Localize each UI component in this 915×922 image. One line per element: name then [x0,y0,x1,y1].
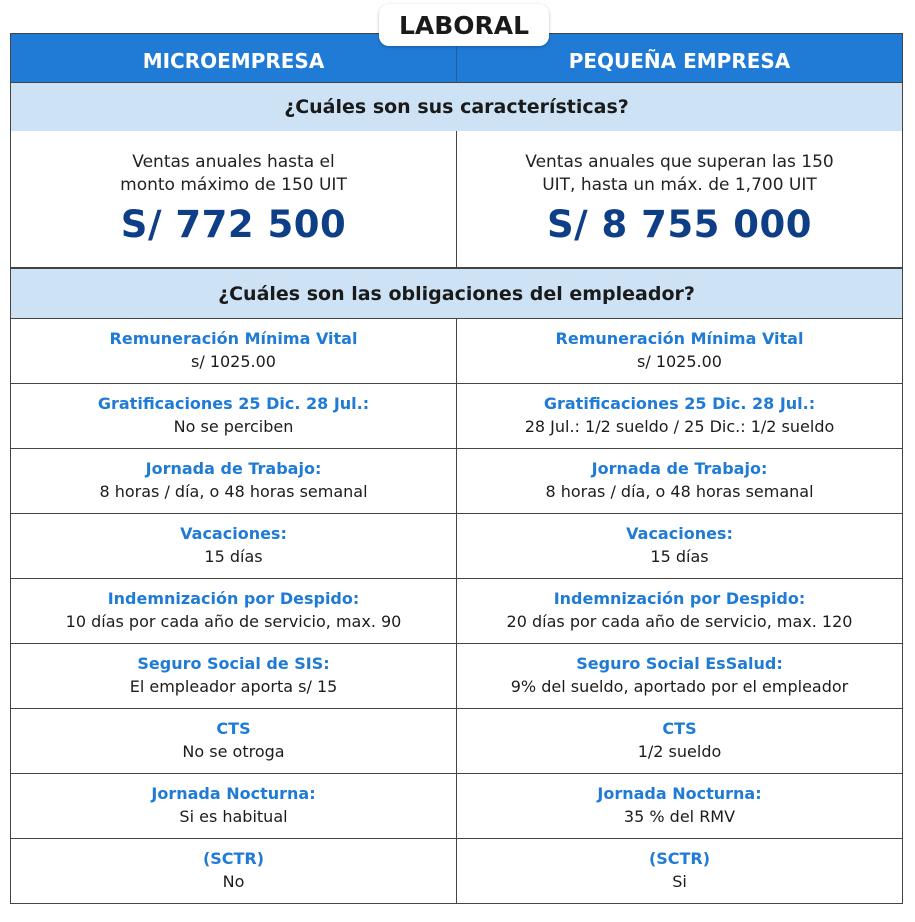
obligation-cell-micro [11,644,456,708]
obligation-value: 15 días [204,547,263,566]
obligation-cell-pequena [456,319,902,383]
obligations-heading: ¿Cuáles son las obligaciones del empleador? [10,268,903,318]
obligation-cell-micro [11,319,456,383]
obligation-cell-pequena [456,839,902,903]
obligation-value: El empleador aporta s/ 15 [129,677,338,696]
table-row [11,773,902,838]
obligation-label: (SCTR) [648,849,711,868]
obligation-value: No se perciben [173,417,294,436]
obligation-value: 35 % del RMV [623,807,736,826]
characteristics-micro [11,131,456,267]
obligation-cell-micro [11,449,456,513]
obligation-value: 8 horas / día, o 48 horas semanal [99,482,368,501]
table-row [11,448,902,513]
micro-sales-line-1: Ventas anuales hasta el [132,152,335,172]
obligation-value: 9% del sueldo, aportado por el empleador [510,677,849,696]
obligation-cell-pequena [456,709,902,773]
obligation-label: Remuneración Mínima Vital [109,329,358,348]
obligation-cell-pequena [456,774,902,838]
obligation-value: No se otroga [182,742,285,761]
obligation-label: CTS [662,719,697,738]
obligation-label: Indemnización por Despido: [553,589,806,608]
table-row [11,578,902,643]
pequena-sales-amount: S/ 8 755 000 [546,203,813,246]
obligation-label: Remuneración Mínima Vital [555,329,804,348]
obligation-label: Jornada Nocturna: [151,784,316,803]
obligation-label: Jornada Nocturna: [597,784,762,803]
obligation-cell-pequena [456,449,902,513]
obligation-label: Jornada de Trabajo: [591,459,768,478]
obligation-cell-pequena [456,579,902,643]
characteristics-heading: ¿Cuáles son sus características? [10,83,903,131]
table-row [11,513,902,578]
obligation-cell-micro [11,709,456,773]
column-header-pequena-empresa: PEQUEÑA EMPRESA [456,34,902,82]
obligation-value: Si [672,872,687,891]
obligation-cell-micro [11,774,456,838]
obligation-label: Gratificaciones 25 Dic. 28 Jul.: [543,394,816,413]
obligation-value: s/ 1025.00 [191,352,276,371]
obligation-cell-pequena [456,384,902,448]
obligation-value: Si es habitual [179,807,288,826]
obligation-cell-pequena [456,644,902,708]
obligation-label: Vacaciones: [180,524,287,543]
obligation-value: 8 horas / día, o 48 horas semanal [545,482,814,501]
obligations-table [10,318,903,904]
obligation-cell-micro [11,384,456,448]
obligation-label: (SCTR) [202,849,265,868]
obligation-value: 15 días [650,547,709,566]
obligation-cell-micro [11,514,456,578]
table-row [11,318,902,383]
obligation-cell-micro [11,839,456,903]
micro-sales-line-2: monto máximo de 150 UIT [120,175,347,195]
micro-sales-amount: S/ 772 500 [120,203,347,246]
obligation-value: 1/2 sueldo [637,742,722,761]
obligation-label: Jornada de Trabajo: [145,459,322,478]
table-row [11,708,902,773]
pequena-sales-line-1: Ventas anuales que superan las 150 [525,152,834,172]
obligation-value: No [222,872,245,891]
table-row [11,838,902,903]
obligation-label: Indemnización por Despido: [107,589,360,608]
obligation-label: Seguro Social EsSalud: [576,654,783,673]
page-title: LABORAL [379,4,549,46]
obligation-label: Vacaciones: [626,524,733,543]
table-row [11,383,902,448]
obligation-value: s/ 1025.00 [637,352,722,371]
pequena-sales-line-2: UIT, hasta un máx. de 1,700 UIT [542,175,817,195]
obligation-label: CTS [216,719,251,738]
characteristics-pequena [456,131,902,267]
obligation-cell-pequena [456,514,902,578]
characteristics-row [10,131,903,268]
obligation-label: Seguro Social de SIS: [137,654,330,673]
obligation-value: 20 días por cada año de servicio, max. 120 [506,612,853,631]
obligation-value: 28 Jul.: 1/2 sueldo / 25 Dic.: 1/2 sueldo [524,417,835,436]
obligation-value: 10 días por cada año de servicio, max. 90 [65,612,402,631]
obligation-label: Gratificaciones 25 Dic. 28 Jul.: [97,394,370,413]
column-header-microempresa: MICROEMPRESA [142,49,325,73]
table-row [11,643,902,708]
obligation-cell-micro [11,579,456,643]
